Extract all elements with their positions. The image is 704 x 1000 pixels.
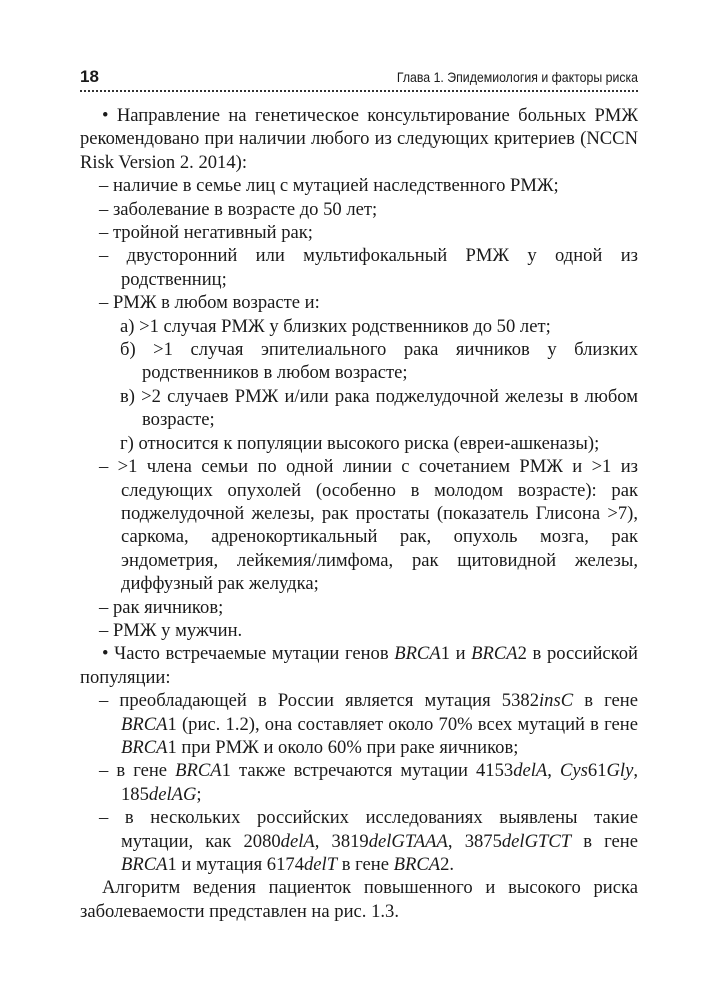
text-run: в гене — [573, 690, 638, 712]
text-run: 2 в российской популяции: — [80, 643, 638, 688]
paragraph: • Направление на генетическое консультирование больных РМЖ рекомендовано при наличии любого из следующих критериев (NCCN Risk Version 2. 2014): — [80, 105, 638, 173]
list-item: – двусторонний или мультифокальный РМЖ у одной из родственниц; — [99, 245, 638, 290]
mutation-name: delA — [280, 830, 315, 852]
paragraph — [80, 642, 638, 689]
text-run: 1 и мутация 6174 — [167, 854, 304, 875]
sub-list-item: а) >1 случая РМЖ у близких родственников до 50 лет; — [120, 315, 551, 337]
text-run: , 3819 — [314, 830, 369, 852]
text-run: – преобладающей в России является мутация 5382 — [99, 690, 539, 712]
text-run: в гене — [337, 854, 394, 875]
text-run: , — [547, 760, 561, 782]
gene-name: BRCA — [121, 736, 168, 758]
paragraph: Алгоритм ведения пациенток повышенного и высокого риска заболеваемости представлен на рис. 1.3. — [80, 877, 638, 922]
text-run: – в гене — [99, 760, 176, 782]
gene-name: BRCA — [393, 854, 441, 875]
mutation-name: delT — [304, 854, 338, 875]
gene-name: BRCA — [121, 854, 168, 875]
page-number: 18 — [80, 67, 99, 86]
chapter-title: Глава 1. Эпидемиология и факторы риска — [396, 69, 638, 85]
list-item: – заболевание в возрасте до 50 лет; — [99, 198, 378, 220]
sub-list-item: в) >2 случаев РМЖ и/или рака поджелудочной железы в любом возрасте; — [120, 385, 638, 431]
text-run: 1 также встречаются мутации 4153 — [221, 760, 514, 782]
text-run: 1 при РМЖ и около 60% при раке яичников; — [167, 736, 519, 758]
gene-name: BRCA — [175, 760, 222, 782]
list-item — [80, 806, 638, 876]
mutation-name: Gly — [606, 760, 634, 782]
sub-list-item: г) относится к популяции высокого риска (евреи-ашкеназы); — [120, 432, 600, 454]
mutation-name: delAG — [148, 783, 197, 805]
text-run: • Часто встречаемые мутации генов — [102, 643, 395, 665]
text-run: 2. — [440, 854, 455, 875]
list-item: – рак яичников; — [99, 596, 224, 618]
list-item: – наличие в семье лиц с мутацией наследственного РМЖ; — [99, 175, 559, 197]
running-header — [80, 64, 638, 92]
text-run: – в нескольких российских исследованиях выявлены такие мутации, как 2080 — [99, 807, 638, 852]
mutation-name: delGTAAA — [368, 830, 448, 852]
mutation-name: Cys — [560, 760, 588, 782]
list-item: – >1 члена семьи по одной линии с сочетанием РМЖ и >1 из следующих опухолей (особенно в молодом возрасте): рак поджелудочной железы, рак простаты (показатель Глисона >7), саркома, адренокортикальный рак, опухоль мозга, рак эндометрия, лейкемия/лимфома, рак щитовидной железы, диффузный рак желудка; — [99, 456, 638, 595]
list-item — [80, 759, 638, 806]
text-run: ; — [196, 783, 202, 805]
gene-name: BRCA — [471, 643, 518, 665]
text-run: 1 (рис. 1.2), она составляет около 70% всех мутаций в гене — [167, 713, 638, 735]
list-item: – тройной негативный рак; — [99, 222, 313, 244]
text-run: 1 и — [440, 643, 472, 665]
sub-list-item: б) >1 случая эпителиального рака яичников у близких родственников в любом возрасте; — [120, 339, 638, 384]
gene-name: BRCA — [394, 643, 441, 665]
mutation-name: delA — [513, 760, 548, 782]
mutation-name: insC — [539, 690, 574, 712]
list-item — [80, 689, 638, 759]
body-text — [80, 104, 638, 923]
gene-name: BRCA — [121, 713, 168, 735]
mutation-name: delGTCT — [501, 830, 572, 852]
text-run: , 185 — [121, 760, 639, 805]
list-item: – РМЖ в любом возрасте и: — [99, 292, 320, 314]
list-item: – РМЖ у мужчин. — [99, 619, 243, 641]
text-run: , 3875 — [447, 830, 502, 852]
text-run: в гене — [571, 830, 638, 852]
text-run: 61 — [587, 760, 607, 782]
